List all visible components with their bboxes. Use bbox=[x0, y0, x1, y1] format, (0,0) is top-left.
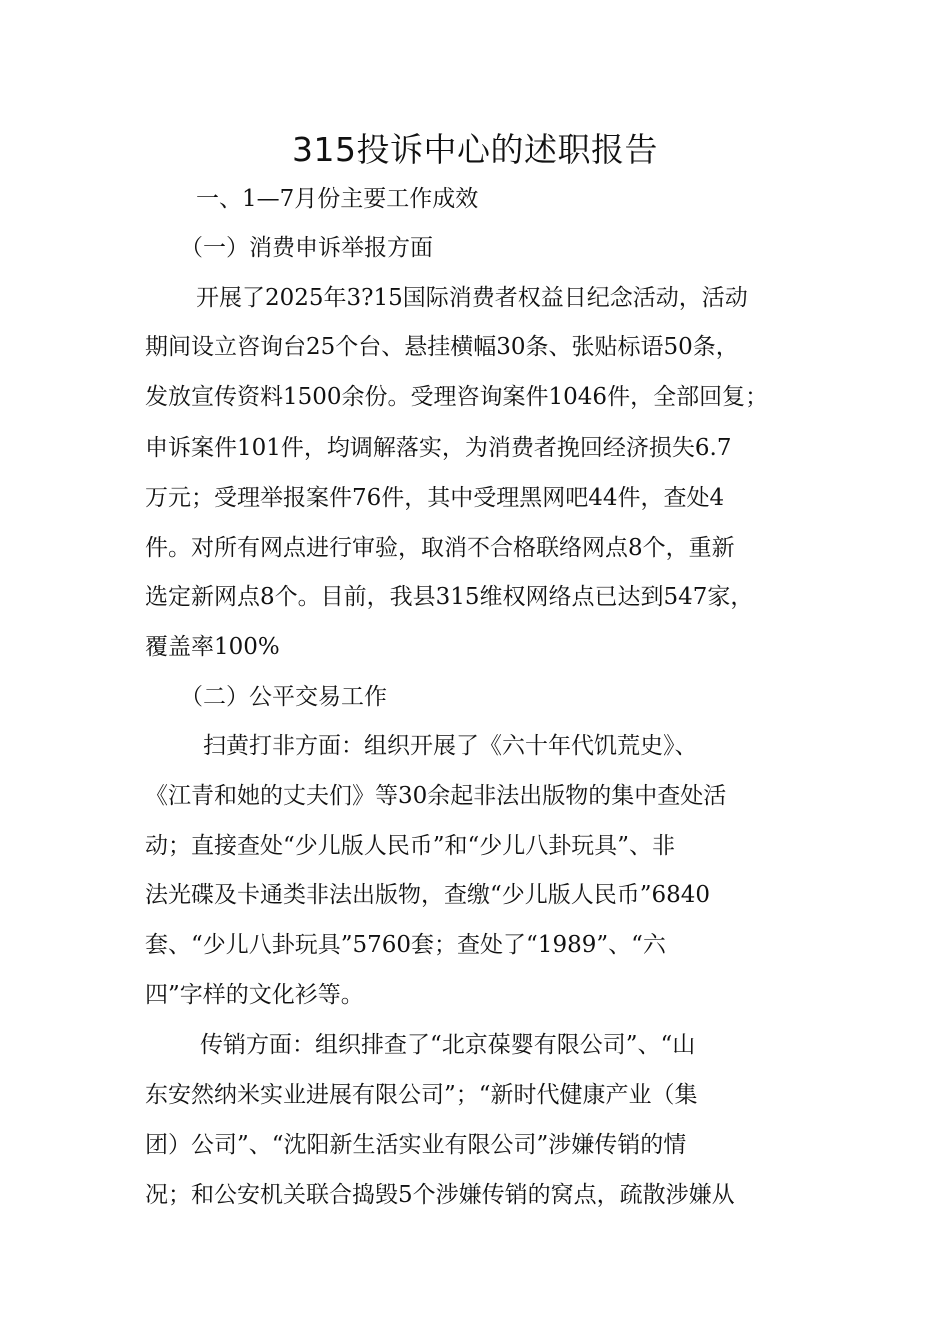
para2-line: 扫黄打非方面：组织开展了《六十年代饥荒史》、 bbox=[203, 733, 698, 759]
para2-line: 四”字样的文化衫等。 bbox=[145, 982, 364, 1008]
para2-line: 法光碟及卡通类非法出版物，查缴“少儿版人民币”6840 bbox=[145, 882, 711, 908]
para3-line: 传销方面：组织排查了“北京葆婴有限公司”、“山 bbox=[200, 1032, 696, 1058]
para1-line: 覆盖率100% bbox=[145, 634, 280, 660]
document-title: 315投诉中心的述职报告 bbox=[292, 130, 658, 169]
para3-line: 东安然纳米实业进展有限公司”；“新时代健康产业（集 bbox=[145, 1082, 698, 1108]
para2-line: 套、“少儿八卦玩具”5760套；查处了“1989”、“六 bbox=[145, 932, 666, 958]
para1-line: 选定新网点8个。目前，我县315维权网络点已达到547家， bbox=[145, 584, 754, 610]
para1-line: 发放宣传资料1500余份。受理咨询案件1046件，全部回复； bbox=[145, 384, 769, 410]
para1-line: 件。对所有网点进行审验，取消不合格联络网点8个，重新 bbox=[145, 535, 735, 561]
para1-line: 万元；受理举报案件76件，其中受理黑网吧44件，查处4 bbox=[145, 485, 725, 511]
para1-line: 开展了2025年3?15国际消费者权益日纪念活动，活动 bbox=[196, 285, 748, 311]
subsection-heading-2: （二）公平交易工作 bbox=[180, 684, 387, 710]
para1-line: 申诉案件101件，均调解落实，为消费者挽回经济损失6.7 bbox=[145, 435, 732, 461]
subsection-heading-1: （一）消费申诉举报方面 bbox=[180, 235, 433, 261]
para3-line: 团）公司”、“沈阳新生活实业有限公司”涉嫌传销的情 bbox=[145, 1132, 687, 1158]
para2-line: 动；直接查处“少儿版人民币”和“少儿八卦玩具”、非 bbox=[145, 833, 676, 859]
para3-line: 况；和公安机关联合捣毁5个涉嫌传销的窝点，疏散涉嫌从 bbox=[145, 1182, 735, 1208]
para2-line: 《江青和她的丈夫们》等30余起非法出版物的集中查处活 bbox=[145, 783, 727, 809]
section-heading-1: 一、1—7月份主要工作成效 bbox=[196, 186, 479, 212]
para1-line: 期间设立咨询台25个台、悬挂横幅30条、张贴标语50条， bbox=[145, 334, 739, 360]
